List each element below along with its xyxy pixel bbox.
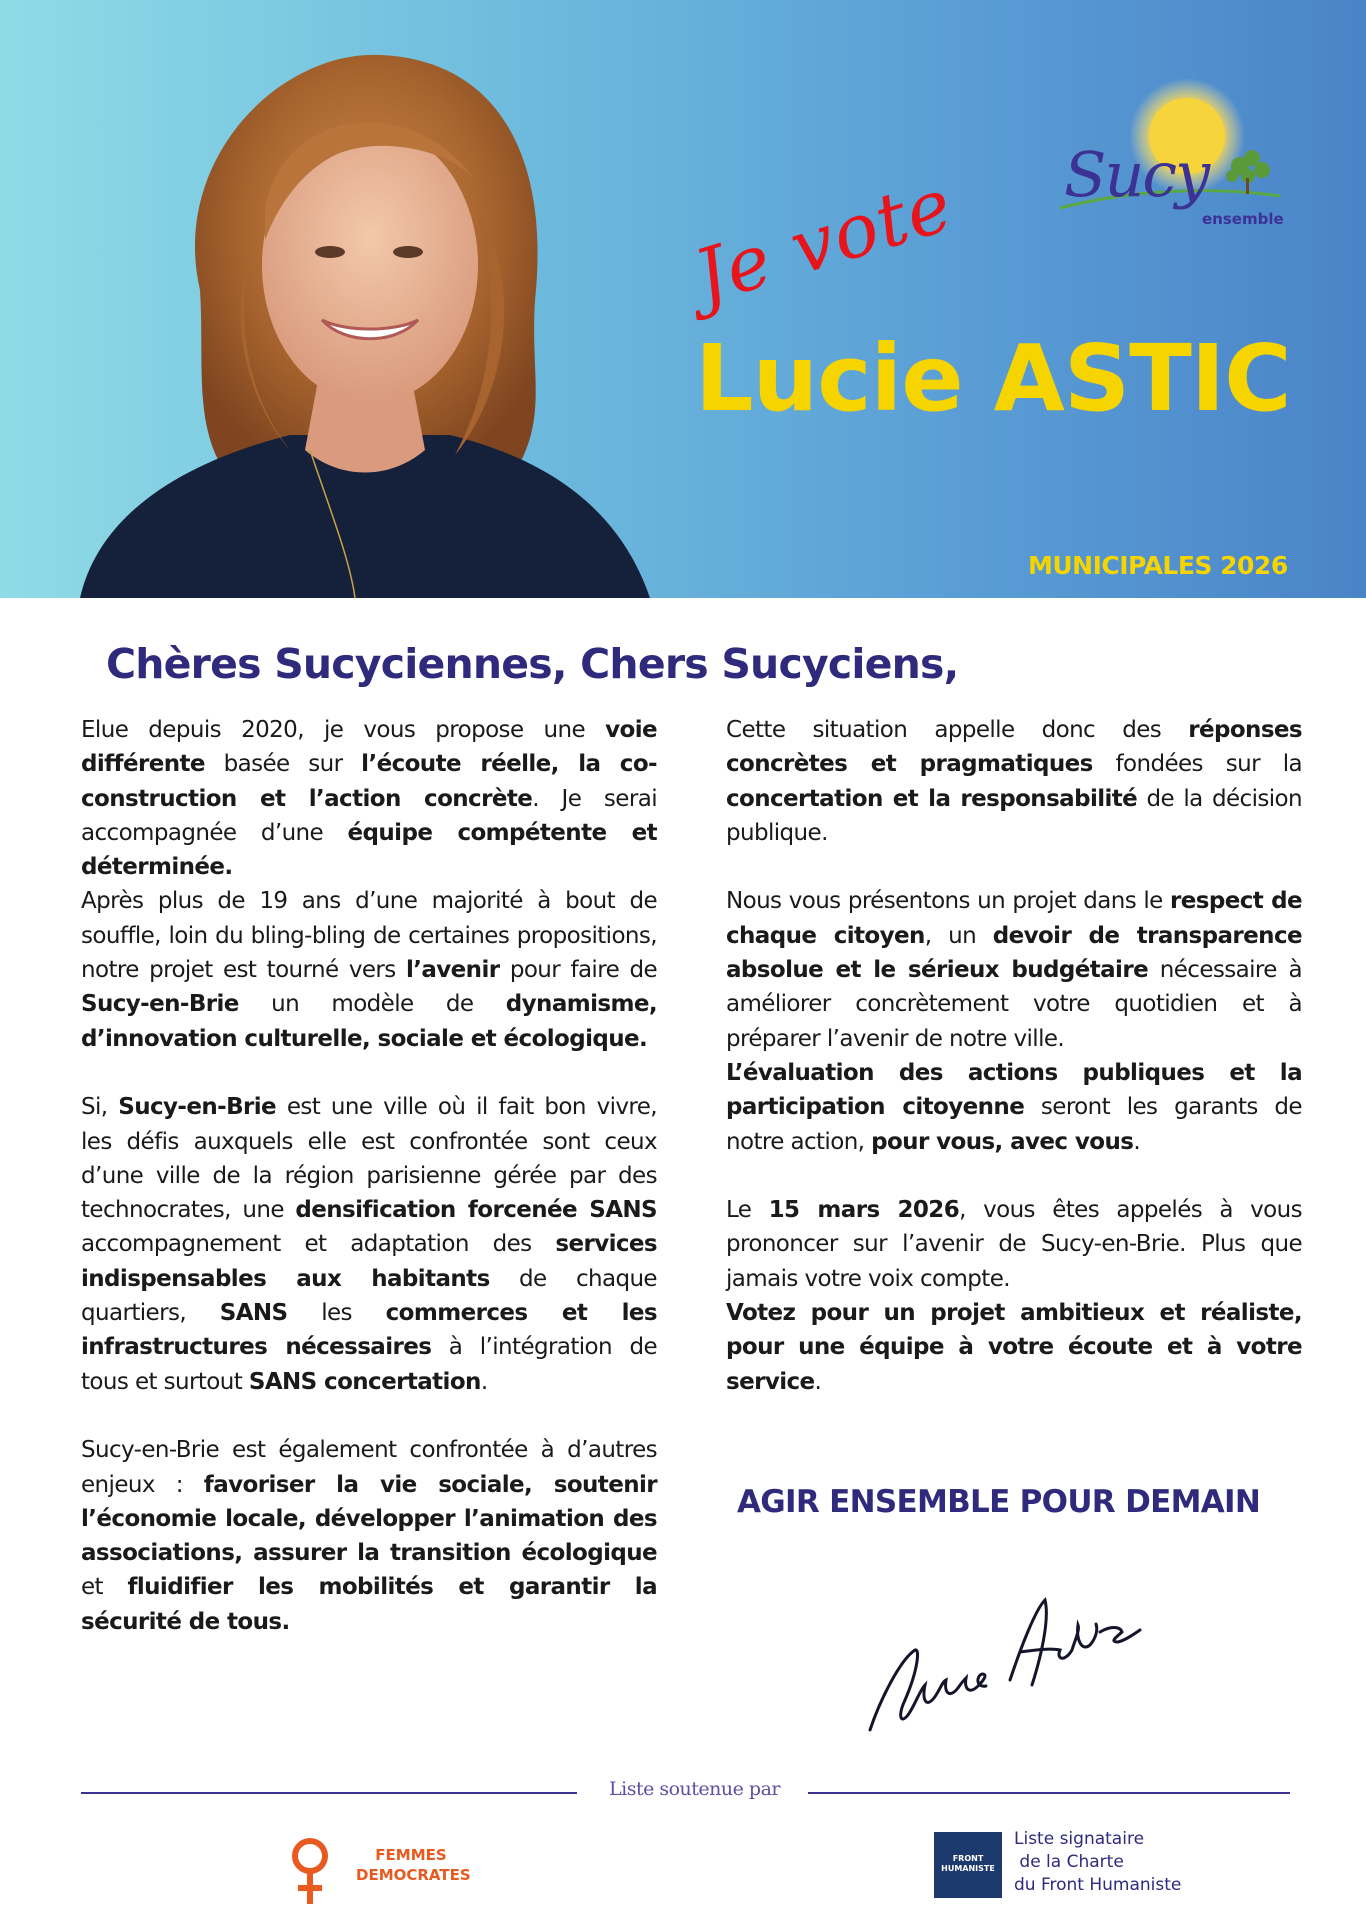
text: . <box>480 1368 488 1395</box>
bold-text: l’écoute réelle, la co-construction et l’action concrète <box>81 751 657 812</box>
venus-symbol-icon <box>286 1836 334 1906</box>
logo-name: Sucy <box>1064 138 1209 211</box>
bold-text: dynamisme, d’innovation culturelle, sociale et écologique. <box>81 991 657 1052</box>
paragraph <box>81 884 657 1055</box>
text: . <box>1133 1128 1141 1155</box>
logo-line: FRONT <box>952 1854 984 1863</box>
paragraph <box>726 713 1302 850</box>
paragraph <box>726 1056 1302 1159</box>
text: Si, <box>81 1094 119 1121</box>
footer-divider-left <box>81 1792 577 1794</box>
bold-text: voie différente <box>81 717 657 778</box>
bold-text: concertation et la responsabilité <box>726 785 1138 812</box>
bold-text: Votez pour un projet ambitieux et réaliste, pour une équipe à votre écoute et à votre service <box>726 1300 1302 1395</box>
footer-divider-right <box>808 1792 1290 1794</box>
bold-text: commerces et les infrastructures nécessaires <box>81 1300 657 1361</box>
text: seront les garants de notre action, <box>726 1094 1302 1155</box>
text: et <box>81 1574 128 1601</box>
bold-text: devoir de transparence absolue et le sérieux budgétaire <box>726 922 1302 984</box>
text: de chaque quartiers, <box>81 1265 657 1327</box>
text: de la décision publique. <box>726 785 1302 846</box>
logo-subtitle: ensemble <box>1202 210 1284 228</box>
text: nécessaire à améliorer concrètement votre quotidien et à préparer l’avenir de notre ville. <box>726 957 1302 1052</box>
bold-text: l’avenir <box>405 957 500 984</box>
text: est une ville où il fait bon vivre, les défis auxquels elle est confrontée sont ceux d’une ville de la région parisienne gérée par des technocrates, une <box>81 1094 657 1224</box>
text: fondées sur la <box>1092 751 1302 778</box>
bold-text: services indispensables aux habitants <box>81 1231 657 1292</box>
paragraph <box>726 884 1302 1055</box>
text: basée sur <box>204 751 362 778</box>
text: pour faire de <box>499 957 657 984</box>
candidate-portrait <box>80 40 650 598</box>
bold-text: équipe compétente et déterminée. <box>81 819 657 881</box>
text: Le <box>726 1197 769 1224</box>
paragraph <box>81 1433 657 1639</box>
femmes-democrates-logo <box>356 1845 471 1885</box>
front-humaniste-logo <box>934 1832 1002 1898</box>
bold-text: SANS <box>219 1300 288 1327</box>
bold-text: densification forcenée SANS <box>295 1197 658 1224</box>
text: , un <box>924 922 993 949</box>
bold-text: pour vous, avec vous <box>871 1128 1134 1155</box>
charter-line: Liste signataire <box>1014 1829 1145 1849</box>
bold-text: Sucy-en-Brie <box>81 991 239 1018</box>
je-vote-tagline: Je vote <box>684 161 963 321</box>
bold-text: respect de chaque citoyen <box>726 888 1302 949</box>
header-banner <box>0 0 1366 598</box>
text: les <box>287 1300 386 1327</box>
bold-text: L’évaluation des actions publiques et la participation citoyenne <box>726 1059 1302 1121</box>
election-label: MUNICIPALES 2026 <box>1028 551 1288 580</box>
paragraph <box>81 1090 657 1399</box>
bold-text: SANS concertation <box>248 1368 481 1395</box>
text: , vous êtes appelés à vous prononcer sur l’avenir de Sucy-en-Brie. Plus que jamais votre voix compte. <box>726 1197 1302 1292</box>
bold-text: Sucy-en-Brie <box>118 1094 277 1121</box>
bold-text: favoriser la vie sociale, soutenir l’économie locale, développer l’animation des associations, assurer la transition écologique <box>81 1471 658 1567</box>
charter-line: du Front Humaniste <box>1014 1875 1182 1895</box>
text: Sucy-en-Brie est également confrontée à d’autres enjeux : <box>81 1437 657 1498</box>
paragraph <box>726 1296 1302 1399</box>
charter-line: de la Charte <box>1014 1852 1124 1872</box>
text: Après plus de 19 ans d’une majorité à bout de souffle, loin du bling-bling de certaines propositions, notre projet est tourné vers <box>81 888 657 984</box>
text: un modèle de <box>238 991 506 1018</box>
logo-line: FEMMES <box>375 1846 447 1864</box>
supported-by-label: Liste soutenue par <box>609 1778 780 1800</box>
logo-line: DEMOCRATES <box>356 1866 471 1884</box>
right-column <box>726 713 1302 1399</box>
charter-signatory-text <box>1014 1828 1181 1897</box>
text: . <box>814 1368 822 1395</box>
slogan: AGIR ENSEMBLE POUR DEMAIN <box>737 1484 1261 1520</box>
bold-text: réponses concrètes et pragmatiques <box>726 717 1302 778</box>
text: Elue depuis 2020, je vous propose une <box>81 717 606 743</box>
greeting-heading: Chères Sucyciennes, Chers Sucyciens, <box>106 640 959 688</box>
left-column <box>81 713 657 1639</box>
text: . Je serai accompagnée d’une <box>81 785 657 846</box>
bold-text: 15 mars 2026 <box>768 1197 960 1224</box>
candidate-name: Lucie ASTIC <box>695 325 1291 432</box>
text: accompagnement et adaptation des <box>81 1231 556 1258</box>
sucy-ensemble-logo <box>1050 78 1300 238</box>
bold-text: fluidifier les mobilités et garantir la sécurité de tous. <box>81 1574 657 1635</box>
signature-image <box>860 1590 1150 1740</box>
paragraph <box>81 713 657 884</box>
paragraph <box>726 1193 1302 1296</box>
text: Nous vous présentons un projet dans le <box>726 888 1171 915</box>
logo-line: HUMANISTE <box>941 1864 995 1873</box>
text: Cette situation appelle donc des <box>726 717 1189 743</box>
text: à l’intégration de tous et surtout <box>81 1334 658 1395</box>
